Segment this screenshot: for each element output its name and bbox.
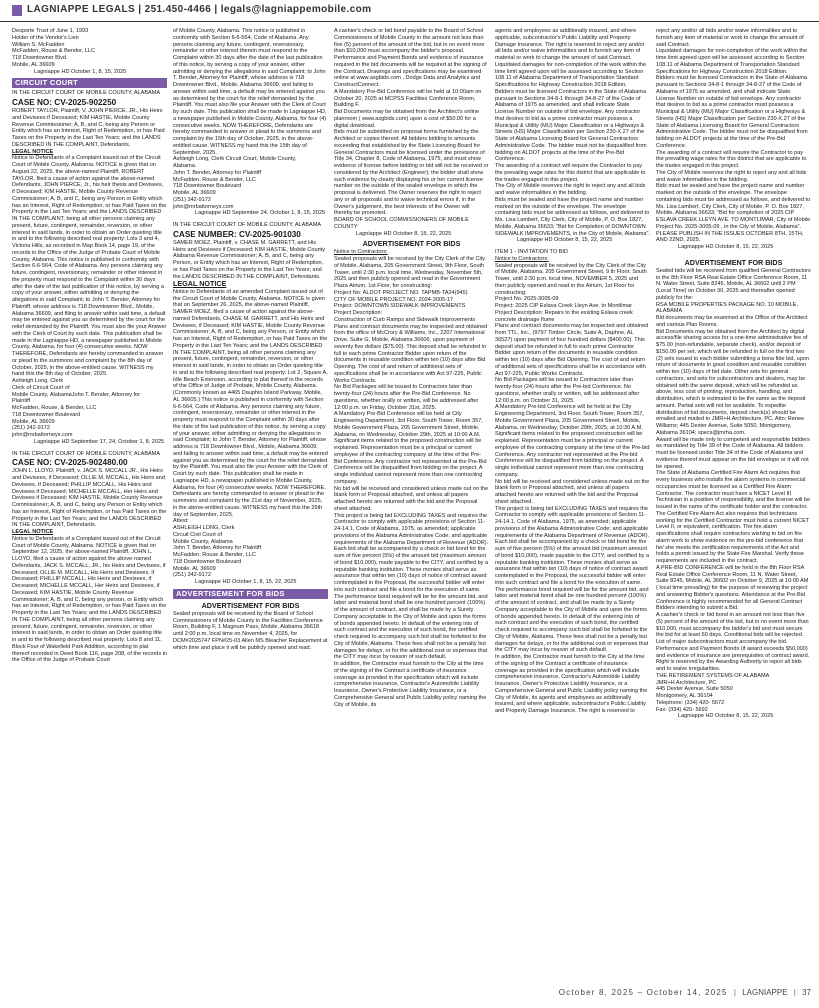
brand-color-block	[12, 5, 22, 16]
notice-body: Plans and contract documents may be inspected and obtained from TTL, Inc., (9797 Timber Circle, Suite A, Daphne, AL 36527) upon payment of four hundred dollars ($400.00). This deposit shall be refunded in full to each prime Contractor Bidder upon return of the documents in reusable condition within ten (10) days after Bid Opening. The cost of and return of additional sets of specifications shall be in accordance with Act 97-225, Public Works Contracts.	[495, 323, 649, 377]
notice-body: Bids must be sealed and have the project name and number marked on the outside of the envelope. The envelope containing bids must be addressed as follows, and delivered to Ms. Lisa Lambert, City Clerk, City of Mobile, P. O. Box 1827, Mobile, Alabama 36633; "Bid for completion of 2025 CIP ESLAVA CREEK LLEYN AVE. TO MONTLIMAR, City of Mobile Project No. 2025-3005-09 , in the City of Mobile, Alabama".	[656, 183, 811, 230]
publication-line: Lagniappe HD October 1, 8, 15, 2025	[34, 68, 127, 75]
attest-line: Mobile County, Alabama	[173, 538, 233, 545]
attest-line: ASHLEIGH LONG, Clerk	[173, 525, 235, 531]
notice-body: The City of Mobile reserves the right to reject any and all bids and waive informalities in the bidding.	[495, 183, 646, 196]
publication-line: Lagniappe HD October 8, 15, 22, 2025	[678, 244, 774, 250]
notice-body: Sealed proposals will be received by the Board of School Commissioners of Mobile County in the Facilities Conference Room, Building F, 1 Magnum Pass, Mobile, Alabama 36618 until 2:00 p.m. local time on November 4, 2025, for DCM#2025747 FPN#25-03 Allen MS Bleacher Replacement at which time and place it will be publicly opened and read.	[173, 610, 328, 651]
column-4	[495, 28, 650, 978]
publication-line: Lagniappe HD October 8, 15, 22, 2025	[678, 713, 774, 720]
sig-line: John T. Bender, Attorney for Plaintiff	[173, 169, 261, 176]
notice-body: In addition, the Contractor must furnish to the City at the time of the signing of the Contract a certificate of insurance coverage as provided in the specification which will include comprehensive insurance, Contractor's Automobile Liability Insurance, Owner's Protective Liability Insurance, or a Comprehensive General and Public Liability policy naming the City of Mobile, its	[334, 661, 487, 708]
text-line: Mobile, AL 36609	[12, 61, 55, 68]
project-name: Project: 2025 CIP Eslava Creek Lleyn Ave. to Montlimar Project Description: Repairs to the existing Eslava creek concrete drainage flume	[495, 303, 633, 323]
sig-line: Clerk of Circuit Court of	[12, 384, 70, 391]
sig-line: (251) 342-9172	[173, 196, 211, 203]
sig-line: Fax: (334) 420- 5692	[656, 706, 708, 713]
attest-line: McFadden, Rouse & Bender, LLC	[173, 552, 256, 558]
legal-notice-heading: LEGAL NOTICE	[12, 148, 54, 155]
notice-body: Liquidated damages for non-completion of the work within the time limit agreed upon will be assessed according to Section 108.11 of Alabama Department of Transportation Standard Specifications for Highway Construction 2018 Edition.	[656, 48, 808, 75]
notice-body: The awarding of a contract will require the Contractor to pay the prevailing wage rates for this district that are applicable to the trades engaged in this project.	[495, 163, 646, 183]
notice-body: This project is being bid EXCLUDING TAXES and requires the Contractor to comply with applicable provisions of Section 11-24-14.1, Code of Alabama, 1975, as amended; applicable provisions of the Alabama Administrative Code; and applicable requirements of the Alabama Department of Revenue (ADOR). Each bid shall be accompanied by a check or bid bond for the sum of five percent (5%) of the amount bid (maximum amount of bond $10,000), made payable to the CITY, and certified by a reputable banking institution. These monies shall serve as assurance that within ten (10) days of notice of contract award contemplated in the Proposal, the successful bidder will enter into such contract and file a bond for the execution of same. The performance bond required will be for the amount bid, and labor and material bond shall be one hundred percent (100%) of the amount of contract, and shall be made by a Surety Company acceptable to the City of Mobile and upon the forms of bonds appended hereto. In default of the entering into of such contract and the execution of such bond, the certified check required to accompany such bid shall be forfeited to the City of Mobile, Alabama. These fees shall not be a penalty but damages for delays, or for the additional cost or expenses that the CITY may incur by reason of such default.	[334, 512, 489, 661]
court-name: IN THE CIRCUIT COURT OF MOBILE COUNTY, ALABAMA	[12, 450, 161, 457]
notice-body: Award will be made only to competent and responsible bidders as mandated by Title 39 of the Code of Alabama. All bidders must be licensed under Title 34 of the Code of Alabama and evidence thereof must appear on the bid envelope or it will not be opened.	[656, 436, 810, 470]
advertisement-title: ADVERTISEMENT FOR BIDS	[362, 239, 461, 249]
notice-body: A Mandatory Pre-Bid Conference will be held at 10:00am on October 20, 2025 at MCPSS Facilities Conference Room, Building F.	[334, 88, 482, 109]
notice-body: Bid Documents may be obtained from the Architect by digital access/file sharing access for a one-time administrative fee of $75.00 (non-refundable, separate check), and/or deposit of $150.00 per set, which will be refunded in full on the first two (2) sets issued to each bidder submitting a bona fide bid, upon return of documents in good condition and reusable condition within ten (10) days of bid date. Other sets for general contractors, and sets for subcontractors and dealers, may be obtained with the same deposit, which will be refunded as above, less cost of printing, reproduction, handling, and distribution, which is estimated to be the same as the deposit amount. Partial sets will not be available. To expedite distribution of bid documents, deposit check(s) should be emailed and mailed to JMR+H Architecture, PC, Attn: Renee Williams; 445 Dexter Avenue, Suite 5050, Montgomery, Alabama 36104; specs@jmrha.com.	[656, 328, 809, 436]
board-name: BOARD OF SCHOOL COMMISSIONERS OF MOBILE COUNTY	[334, 217, 469, 230]
text-line: Desporte Trust of June 1, 1993	[12, 28, 89, 34]
project-number: Project No: ALDOT PROJECT NO. TAPMB-TA24(945)	[334, 289, 468, 296]
parties-text: SAMER MOEZ, Plaintiff, v. CHASE M. GARRETT, and His Heirs and Devisees if Deceased; KIM HASTIE, Mobile County Alabama Revenue Commissioner; A, B, and C, being any Person, or Entity which has an Interest, Right of Redemption, or has Paid Taxes on the Property in the Last Ten Years; and the LANDS DESCRIBED IN THE COMPLAINT, Defendants.	[173, 239, 325, 280]
notice-to-contractors: Notice to Contractors:	[495, 255, 549, 262]
notice-body: The awarding of a contract will require the Contractor to pay the prevailing wage rates for this district that are applicable to the trades engaged in this project.	[656, 149, 807, 169]
notice-body: of Mobile County, Alabama. This notice is published in conformity with Section 6-6-564, Code of Alabama. Any persons claiming any future, contingent, reversionary, remainder or other interest therein must respond to the Complaint within 30 days after the date of the last publication of this notice, by serving a copy of your answer, either admitting or denying the allegations in said Complaint; to John T. Bender, Attorney for Plaintiff, whose address is 718 Downtowner Blvd., Mobile, Alabama 36609, and failing to answer within said time, a default may be entered against you as determined by the court for the relief demanded by the Plaintiff. You must also file your Answer with the Clerk of Court by such date. This publication shall be made in Lagniappe HD, a newspaper published in Mobile County, Alabama, for four (4) consecutive weeks. NOW THEREFORE, Defendants are hereby commanded to answer or plead to the summons and complaint by the 15th day of October, 2025, in the above-entitled cause. WITNESS my hand this the 15th day of September, 2025.	[173, 28, 327, 156]
project-name: RSA MOBILE PROPERTIES PACKAGE NO. 10 MOBILE, ALABAMA	[656, 301, 798, 315]
text-line: William S. McFadden	[12, 41, 65, 48]
notice-body: Bid Documents may be obtained from the Architect's online planroom ( www.asgbids.com) upon a cost of $50.00 for a digital download.	[334, 109, 480, 129]
sig-line: McFadden, Rouse, & Bender, LLC	[12, 405, 97, 411]
page-footer	[559, 988, 811, 997]
sig-line: Ashleigh Long, Clerk	[12, 378, 64, 384]
footer-separator: |	[733, 988, 736, 997]
sig-line: Plaintiff	[12, 398, 31, 405]
text-line: McFadden, Rouse & Bendor, LLC	[12, 48, 95, 55]
sig-line: JMR+H Architecture, PC	[656, 679, 717, 686]
text-line: Holder of the Vendor's Lien	[12, 34, 79, 41]
sig-line: Telephone: (334) 420- 5672	[656, 699, 725, 706]
attest-line: (251) 342-9172	[173, 572, 211, 579]
case-number: CASE NO: CV-2025-902250	[12, 98, 117, 107]
sig-line: Mobile, AL 36609	[12, 418, 55, 425]
notice-body: Bids must be submitted on proposal forms furnished by the Architect or copies thereof. All bidders bidding in amounts exceeding that established by the State Licensing Board for General Contractors must be licensed under the provisions of Title 34, Chapter 8, Code of Alabama, 1975, and must show evidence of license before bidding or bid will not be received or considered by the Architect (Engineer); the bidder shall show such evidence by clearly displaying his or her current license number on the outside of the sealed envelope in which the proposal is delivered. The Owner reserves the right to reject any or all proposals and to waive technical errors if, in the Owner's judgement, the best interests of the Owner will thereby be promoted.	[334, 129, 489, 217]
attest-line: 718 Downtowner Boulevard	[173, 558, 242, 565]
sig-line: Mobile, AL 36609	[173, 190, 216, 196]
column-1	[12, 28, 167, 978]
parties-text: ROBERT TAYLOR, Plaintiff, V. JOHN PIERCE, JR., His Heirs and Devisees if Deceased; KIM HASTIE, Mobile County Revenue Commissioner; A, B, and C, being any Person or Entity which has an Interest, Right of Redemption, or has Paid Taxes on the Property in the Last Ten Years; and the LANDS DESCRIBED IN THE COMPLAINT, Defendants.	[12, 108, 165, 148]
notice-body: agents and employees as additionally insured, and where applicable, subcontractor's Public Liability and Property Damage Insurance. The right is reserved to reject any and/or all bids and/or waive informalities and to furnish any item of material or work to change the amount of said Contract.	[495, 28, 645, 61]
notice-body: No Bid Packages will be issued to Contractors later than twenty-four (24) hours after the Pre-Bid Conference. No questions, whether orally or written, will be addressed after 12:00 p.m. on Friday, October 31st, 2025.	[334, 384, 479, 411]
notice-body: In addition, the Contractor must furnish to the City at the time of the signing of the Contract a certificate of insurance coverage as provided in the specification which will include comprehensive insurance, Contractor's Automobile Liability Insurance, Owner's Protective Liability Insurance, or a Comprehensive General and Public Liability policy naming the City of Mobile, its agents and employees as additionally insured, and where applicable, subcontractor's Public Liability and Property Damage Insurance. The right is reserved to	[495, 654, 648, 714]
sig-line: john@mrbattorneys.com	[12, 432, 73, 438]
notice-body: The City of Mobile reserves the right to reject any and all bids and waive informalities in the bidding.	[656, 169, 807, 183]
attest-line: Mobile, AL 36609	[173, 565, 216, 572]
notice-body: reject any and/or all bids and/or waive informalities and to furnish any item of material or work to change the amount of said Contract.	[656, 28, 804, 48]
notice-body: Bid documents may be examined at the Office of the Architect and various Plan Rooms.	[656, 315, 808, 328]
notice-body: No bid will be received and considered unless made out on the blank form or Proposal attached, and unless all papers attached hereto are returned with the bid and the Proposal sheet attached.	[334, 485, 489, 512]
attest-line: John T. Bender, Attorney for Plaintiff	[173, 545, 261, 552]
issue-dates: October 8, 2025 – October 14, 2025	[558, 988, 728, 997]
court-name: IN THE CIRCUIT COURT OF MOBILE COUNTY, ALABAMA	[173, 222, 322, 228]
sig-line: THE RETIREMENT SYSTEMS OF ALABAMA	[656, 672, 770, 679]
notice-body: No bid will be received and considered unless made out on the blank form or Proposal attached, and unless all papers attached hereto are returned with the bid and the Proposal sheet attached.	[495, 478, 650, 505]
sig-line: 445 Dexter Avenue, Suite 5050	[656, 686, 733, 693]
item-heading: ITEM 1 - INVITATION TO BID	[495, 249, 568, 255]
court-name: IN THE CIRCUIT COURT OF MOBILE COUNTY, ALABAMA	[12, 90, 161, 97]
notice-body: Liquidated damages for non-completion of the work within the time limit agreed upon will be assessed according to Section 108.11 of Alabama Department of Transportation Standard Specifications for Highway Construction 2018 Edition.	[495, 61, 647, 88]
notice-body: Sealed bids will be received from qualified General Contractors in the 8th Floor RSA Real Estate Office Conference Room, 11 N. Water Street, Suite 8245, Mobile, AL 36602 until 2 PM (Local Time) on October 30, 2025 and thereafter opened publicly for the:	[656, 267, 811, 301]
city-project-number: CITY OF MOBILE PROJECT NO. 2024-3005-17	[334, 296, 454, 303]
parties-text: JOHN L. LLOYD, Plaintiff, v. JACK S. MCCALL JR., His Heirs and Devisees, if Deceased; OLLIE M. MCCALL, His Heirs and Devisees, If Deceased; PHILLIP MCCALL, His Heirs and Devisees if Deceased; MICHELLE MCCALL, Her Heirs and Devisees if Deceased; KIM HASTIE, Mobile County Revenue Commissioner; A, B, and C, being any Person or Entity which has an Interest, Right of Redemption, or has Paid Taxes on the Property in the Last Ten Years; and the LANDS DESCRIBED IN THE COMPLAINT, Defendants.	[12, 468, 167, 529]
sig-line: Ashleigh Long, Clerk Circuit Court, Mobile County,	[173, 156, 297, 163]
notice-body: Plans and contract documents may be inspected and obtained from the office of McCrory & Williams, Inc., 2207 International Drive, Suite G, Mobile, Alabama 36606, upon payment of seventy five dollars ($75.00). This deposit shall be refunded in full to each prime Contractor Bidder upon return of the documents in reusable condition within ten (10) days after Bid Opening. The cost of and return of additional sets of specifications shall be in accordance with Act 97-225, Public Works Contracts.	[334, 323, 488, 384]
sig-line: Alabama.	[173, 163, 197, 169]
notice-body: Notice to Defendants of a Complaint issued out of the Circuit Court of Mobile County, Alabama. NOTICE is given that on August 22, 2025, the above-named Plaintiff, ROBERT TAYLOR, filed a cause of action against the above-named Defendants, JOHN PIERCE, Jr., his heir thesis and Devisees, if Deceased; KIM HASTIE, Mobile County Revenue Commissioner; A, B, and C, being any Person or Entity which has an Interest, Right of Redemption, or has Paid Taxes on the Property in the Last Ten Years; and the LANDS DESCRIBED IN THE COMPLAINT, being all other persons claiming any present, future, contingent, remainder, reversion, or other interest in said lands, in order to obtain an Order quieting title in and to the following described real property: Lots 3 and 4, Victoria Hills, as recorded in Map Book 14, page 19, of the records in the Office of the Judge of Probate Court of Mobile County, Alabama. This notice is published in conformity with Section 6-6-564, Code of Alabama. Any persons claiming any future, contingent, reversionary, remainder or other interest in the property must respond to the Complaint within 30 days after the date of the last publication of this notice, by serving a copy of your answer, either admitting or denying the allegations in said Complaint; to John T. Bender, Attorney for Plaintiff, whose address is 718 Downtowner Blvd., Mobile, Alabama 36609, and filing to answer within said time, a default may be entered against you as determined by the court for the relief demanded by the Plaintiff. You must also file your Answer with the Clerk of Court by such date. This publication shall be made in the Lagniappe HD, a newspaper published in Mobile County, Alabama, for four (4) consecutive weeks. NOW THEREFORE, Defendants are hereby commanded to answer or plead to the summons and complaint by the 8th day of October, 2025, in the above-entitled cause. WITNESS my hand this the 8th day of October, 2025.	[12, 155, 167, 378]
legal-columns	[12, 28, 812, 978]
notice-body: A cashier's check or bid bond payable to the Board of School Commissioners of Mobile County in the amount not less than five (5) percent of the amount of the bid, but in no event more than $10,000 must accompany the bidder's proposal. Performance and Payment Bonds and evidence of insurance required in the bid documents will be required at the signing of the Contract. Drawings and specifications may be examined online at www.asgbids.com , Dodge Data and Analytics and ConstructConnect.	[334, 28, 487, 88]
notice-body: Notice to Defendants of a Complaint issued out of the Circuit Court of Mobile County, Alabama. NOTICE is given that on September 12, 2025, the above-named Plaintiff, JOHN L. LLOYD, filed a cause of action against the above-named Defendants, JACK S. MCCALL, JR., his Heirs and Devisees, if Deceased; OLLIE M. MCCALL, His Heirs and Devisees, if Deceased; PHILLIP MCCALL, His Heirs and Devisees, if Deceased; MICHELLE MCCALL, Her Heirs and Devisees, if Deceased; KIM HASTIE, Mobile County Revenue Commissioner; A, B, and C, being any person, or Entity which has an Interest, Right of Redemption, or has Paid Taxes on the Property in the Last Ten Years; and the LANDS DESCRIBED IN THE COMPLAINT, being all other persons claiming any present, future, contingent, remainder, reversion, or other interest in said lands, in order to obtain an Order quieting title in and to the following described real property: Lots 8 and 11, Block Four of Wakefield Park Addition, according to plat thereof recorded in Deed Book 116, page 208, of the records in the Office of the Judge of Probate Court	[12, 535, 167, 664]
notice-body: A PRE-BID CONFERENCE will be held in the 8th Floor RSA Real Estate Office Conference Room, 11 N. Water Street, Suite 8245, Mobile, AL 36602 on October 9, 2025 at 10:00 AM ( local time prevailing) for the purpose of reviewing the project and answering Bidder's questions. Attendance at the Pre-Bid Conference is highly recommended for all General Contract Bidders intending to submit a Bid.	[656, 564, 809, 612]
section-header-circuit-court: CIRCUIT COURT	[12, 78, 167, 88]
notice-body: Construction of Curb Ramps and Sidewalk Improvements	[334, 316, 476, 323]
notice-body: A cashier's check or bid bond in an amount not less than five (5) percent of the amount of the bid, but in no event more than $10,000, must accompany the bidder's bid and must secure the bid for at least 60 days. Conditional bids will be rejected. List of major subcontractors must accompany the bid. Performance and Payment Bonds (if award exceeds $50,000) and evidence of insurance are prerequisites of contract award. Right is reserved by the Awarding Authority to reject all bids and to waive irregularities.	[656, 612, 810, 672]
notice-to-contractors: Notice to Contractors:	[334, 249, 388, 256]
sig-line: Montgomery, AL 36104	[656, 693, 713, 699]
publication-line: Lagniappe HD October 1, 8, 15, 22, 2025	[195, 579, 297, 585]
notice-body: Bidders must be licensed Contractors in the State of Alabama pursuant to Sections 34-8-1 through 34-8-27 of the Code of Alabama of 1975 as amended, and shall indicate State License Number on outside of bid envelope. Any contractor that desires to bid as a prime contractor must possess a Municipal & Utility (MU) Major Classification or a Highways & Streets (HS) Major Classification per Section 230-X.27 of the State of Alabama Licensing Board for General Contractors Administrative Code. The bidder must not be disqualified from bidding on ALDOT projects at the time of the Pre-Bid Conference.	[656, 75, 808, 149]
notice-body: Sealed proposals will be received by the City Clerk of the City of Mobile, Alabama, 205 Government Street, 9th Floor, South Tower, until 2:30 p.m. local time, Wednesday, November 5th, 2025 and then publicly opened and read in the Government Plaza Atrium, 1st Floor, for constructing:	[334, 256, 486, 289]
notice-body: A Mandatory Pre-Bid Conference will be held at City Engineering Department, 3rd Floor, South Tower, Room 357, Mobile Government Plaza, 205 Government Street, Mobile, Alabama, on Wednesday, October 29th, 2025 at 10:00 A.M. Significant items related to the proposed construction will be explained. Representation must be a principal or current employee of the contracting company at the time of the Pre-Bid Conference. Any contractor not represented at the Pre-Bid Conference will be disqualified from bidding on the project. A single individual cannot represent more than one contracting company.	[334, 411, 487, 485]
publication-line: Lagniappe HD September 17, 24, October 1, 8, 2025	[34, 438, 165, 445]
notice-body: Bidders must be licensed Contractors in the State of Alabama pursuant to Sections 34-8-1 through 34-8-27 of the Code of Alabama of 1975 as amended, and shall indicate State License Number on outside of bid envelope. Any contractor that desires to bid as a prime contractor must possess a Municipal & Utility (MU) Major Classification or a Highways & Streets (HS) Major Classification per Section 230-X.27 of the State of Alabama Licensing Board for General Contractors Administrative Code. The bidder must not be disqualified from bidding on ALDOT projects at the time of the Pre-Bid Conference.	[495, 88, 647, 163]
sig-line: (251) 342-9172	[12, 425, 50, 432]
column-2	[173, 28, 328, 978]
case-number: CASE NO: CV-2025-902480.00	[12, 458, 128, 468]
section-header-advertisement-for-bids: ADVERTISEMENT FOR BIDS	[173, 589, 328, 599]
header-text: LAGNIAPPE LEGALS | 251.450-4466 | legals@lagniappemobile.com	[27, 4, 372, 15]
page-header	[0, 0, 819, 22]
project-name: Project: DOWNTOWN SIDEWALK IMPROVEMENTS	[334, 303, 466, 310]
notice-body: A Mandatory Pre-bid Conference will be held at the City Engineering Department, 3rd Floor, South Tower, Room 357, Mobile Government Plaza, 205 Government Street, Mobile, Alabama, on Wednesday, October 29th, 2025, at 10:30 A.M. Significant items related to the proposed construction will be explained. Representation must be a principal or current employee of the contracting company at the time of the Pre-bid Conference. Any contractor not represented at the Pre-bid Conference will be disqualified from bidding on the project. A single individual cannot represent more than one contracting company.	[495, 404, 650, 478]
sig-line: McFadden, Rouse & Bender, LLC	[173, 176, 256, 183]
advertisement-title: ADVERTISEMENT FOR BIDS	[684, 257, 783, 267]
notice-body: The State of Alabama Certified Fire Alarm Act requires that every business who installs fire alarm systems in commercial occupancies must be licensed as a Certified Fire Alarm Contractor. The contractor must have a NICET Level III Technician in a position of responsibility, and the license will be issued in the name of the certificate holder and the contractor. The Certified Fire Alarm Act also requires that technicians working for the Certified Contractor must hold a current NICET Level II, or equivalent, certification. The fire alarm specifications shall require contractors wishing to bid on fire alarm work to show evidence on the pre-bid conference that he/ she meets the certification requirements of the Act and holds a permit issued by the State Fire Marshal. Verify these requirements are included in the contract.	[656, 470, 811, 564]
notice-body: Each bid shall be accompanied by a check or bid bond for the sum of five percent (5%) of the amount bid (maximum amount of bond $10,000), made payable to the CITY, and certified by a reputable banking institution. These monies shall serve as assurance that within ten (10) days of notice of contract award contemplated in the Proposal, the successful bidder will enter into such contract and file a bond for the execution of same. The performance bond required will be for the amount bid, and labor and material bond shall be one hundred percent (100%) of the amount of contract, and shall be made by a Surety Company acceptable to the City of Mobile and upon the forms of bonds appended hereto. In default of the entering into of such contract and the execution of such bond, the certified check required to accompany such bid shall be forfeited to the City of Mobile, Alabama. These fees shall not be a penalty but damages for delays, or for the additional cost or expenses that the CITY may incur by reason of such default.	[495, 539, 650, 654]
attest-line: Circuit Civil Court of	[173, 531, 223, 538]
text-line: 718 Downtowner Blvd.	[12, 55, 68, 61]
legal-notice-heading: LEGAL NOTICE	[173, 279, 227, 289]
case-number: CASE NUMBER: CV-2025-901030	[173, 229, 301, 239]
sig-line: 718 Downtowner Boulevard	[12, 411, 81, 418]
publication-line: Lagniappe HD September 24, October 1, 8, 15, 2025	[195, 210, 326, 217]
column-3	[334, 28, 489, 978]
notice-body: Bids must be sealed and have the project name and number marked on the outside of the envelope. The envelope containing bids must be addressed as follows, and delivered to Ms. Lisa Lambert, City Clerk, City of Mobile, P. O. Box 1827, Mobile, Alabama 36633; "Bid for Completion of DOWNTOWN SIDEWALK IMPROVEMENTS, in the City of Mobile, Alabama".	[495, 196, 650, 237]
notice-body: PLEASE PUBLISH IN THE ISSUES OCTOBER 8TH, 15TH, AND 22ND, 2025.	[656, 230, 804, 244]
footer-separator: |	[793, 988, 796, 997]
publication-line: Lagniappe HD October 8, 15, 22, 2025	[517, 237, 613, 244]
publication-name: LAGNIAPPE	[742, 988, 788, 997]
publication-line: Lagniappe HD October 8, 15, 22, 2025	[356, 230, 452, 237]
sig-line: 718 Downtowner Boulevard	[173, 183, 242, 190]
attest-line: Attest:	[173, 518, 189, 525]
project-description-label: Project Description:	[334, 310, 383, 316]
notice-body: This project is being bid EXCLUDING TAXES and requires the Contractor to comply with applicable provisions of Section 11-24-14.1, Code of Alabama, 1975, as amended; applicable provisions of the Alabama Administrative Code; and applicable requirements of the Alabama Department of Revenue (ADOR).	[495, 505, 650, 539]
project-number: Project No. 2025-3005-09	[495, 296, 559, 303]
page-number: 37	[802, 988, 811, 997]
notice-body: No Bid Packages will be issued to Contractors later than twenty-four (24) hours after the Pre-bid Conference. No questions, whether orally or written, will be addressed after 12:00 p.m. on October 31, 2025.	[495, 377, 640, 404]
notice-body: Notice to Defendants of an amended Complaint issued out of the Circuit Court of Mobile County, Alabama. NOTICE is given that on September 26, 2025, the above-named Plaintiff, SAMER MOEZ, filed a cause of action against the above-named Defendants, CHASE M. GARRETT, and His Heirs and Devisees, if Deceased; KIM HASTIE, Mobile County Revenue Commissioner; A, B, and C, being any Person, or Entity which has an Interest, Right of Redemption, or has Paid Taxes on the Property in the Last Ten Years; and the LANDS DESCRIBED IN THE COMPLAINT, being all other persons claiming any present, future, contingent, remainder, reversion, or other interest in said lands, in order to obtain an Order quieting title in and to the following described real property: Lot 2, Square A, Idle Beach Extension, according to plat thereof in the records of the Office of Judge of Probate, Mobile County, Alabama. (Commonly known as 4465 Dauphin Island Parkway, Mobile, AL 36605.) This notice is published in conformity with Section 6-6-564, Code of Alabama. Any persons claiming any future, contingent, reversionary, remainder or other interest in the property must respond to the Complaint within 30 days after the date of the last publication of this notice, by serving a copy of your answer, either admitting or denying the allegations in said Complaint; to John T. Bender, Attorney for Plaintiff, whose address is 718 Downtowner Blvd., Mobile, Alabama 36609, and failing to answer within said time, a default may be entered against you as determined by the court for the relief demanded by the Plaintiff. You must also file your Answer with the Clerk of Court by such date. This publication shall be made in Lagniappe HD, a newspaper published in Mobile County, Alabama, for four (4) consecutive weeks. NOW THEREFORE, Defendants are hereby commanded to answer or plead to the summons and complaint by the 21st day of November, 2025, in the above-entitled cause. WITNESS my hand this the 26th day of September, 2025.	[173, 288, 328, 518]
legal-notice-heading: LEGAL NOTICE	[12, 529, 54, 535]
notice-body: Sealed proposals will be received by the City Clerk of the City of Mobile, Alabama, 205 Government Street, 9 th Floor, South Tower, until 2:30 p.m. local time, NOVEMBER 5, 2025 and then publicly opened and read in the Atrium, 1st Floor for constructing:	[495, 262, 647, 296]
sig-line: john@mrbattorneys.com	[173, 203, 234, 210]
sig-line: Mobile County, AlabamaJohn T. Bender, Attorney for	[12, 391, 141, 398]
column-5	[656, 28, 811, 978]
advertisement-title: ADVERTISEMENT FOR BIDS	[201, 600, 300, 610]
